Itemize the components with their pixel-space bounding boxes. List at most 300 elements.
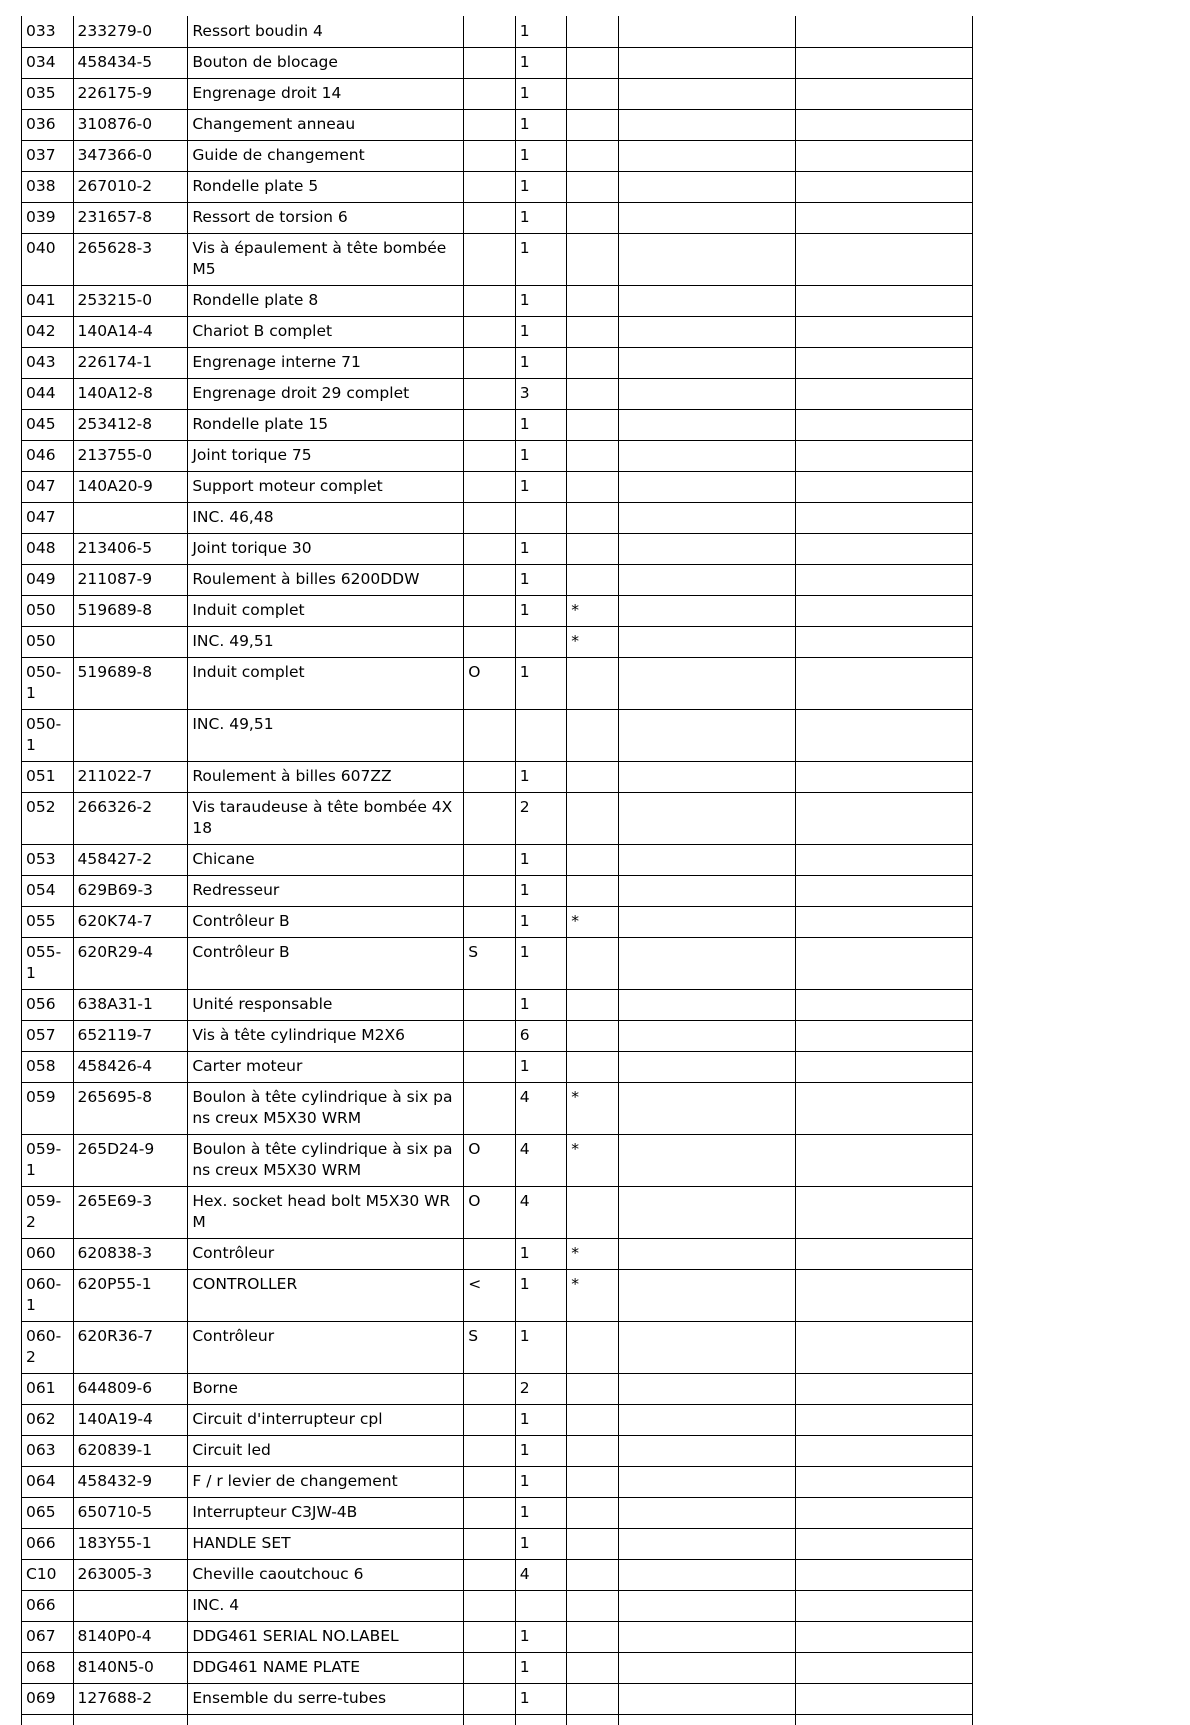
empty-cell — [795, 1052, 972, 1083]
description-cell: Induit complet — [188, 658, 464, 710]
description-cell: Interrupteur C3JW-4B — [188, 1498, 464, 1529]
part-number-cell: 140A14-4 — [73, 317, 188, 348]
empty-cell — [795, 410, 972, 441]
part-number-cell — [73, 1591, 188, 1622]
flag-cell — [567, 658, 619, 710]
table-row — [22, 596, 973, 627]
empty-cell — [795, 1405, 972, 1436]
empty-cell — [795, 1715, 972, 1725]
quantity-cell: 1 — [515, 1405, 567, 1436]
flag-cell — [567, 1405, 619, 1436]
note-cell — [464, 627, 516, 658]
part-number-cell: 652119-7 — [73, 1021, 188, 1052]
empty-cell — [515, 1715, 567, 1725]
flag-cell — [567, 1529, 619, 1560]
flag-cell: * — [567, 1239, 619, 1270]
item-number-cell: 066 — [22, 1591, 74, 1622]
empty-cell — [618, 1135, 795, 1187]
item-number-cell: 069 — [22, 1684, 74, 1715]
empty-cell — [618, 658, 795, 710]
description-cell: Changement anneau — [188, 110, 464, 141]
item-number-cell: 046 — [22, 441, 74, 472]
table-row — [22, 1322, 973, 1374]
quantity-cell: 1 — [515, 1622, 567, 1653]
empty-cell — [795, 234, 972, 286]
flag-cell — [567, 472, 619, 503]
empty-cell — [618, 710, 795, 762]
description-cell: Rondelle plate 8 — [188, 286, 464, 317]
quantity-cell: 1 — [515, 348, 567, 379]
empty-cell — [795, 1560, 972, 1591]
flag-cell — [567, 317, 619, 348]
note-cell — [464, 48, 516, 79]
note-cell: S — [464, 1322, 516, 1374]
table-row — [22, 441, 973, 472]
item-number-cell: 033 — [22, 16, 74, 48]
description-cell: Contrôleur B — [188, 907, 464, 938]
description-cell: Ressort de torsion 6 — [188, 203, 464, 234]
quantity-cell: 1 — [515, 990, 567, 1021]
item-number-cell: 060-2 — [22, 1322, 74, 1374]
part-number-cell: 183Y55-1 — [73, 1529, 188, 1560]
part-number-cell: 226174-1 — [73, 348, 188, 379]
quantity-cell: 1 — [515, 658, 567, 710]
empty-cell — [618, 1591, 795, 1622]
table-row — [22, 1467, 973, 1498]
description-cell: Borne — [188, 1374, 464, 1405]
note-cell — [464, 348, 516, 379]
flag-cell — [567, 1498, 619, 1529]
empty-cell — [618, 534, 795, 565]
empty-cell — [795, 1187, 972, 1239]
part-number-cell: 266326-2 — [73, 793, 188, 845]
empty-cell — [795, 141, 972, 172]
empty-cell — [567, 1715, 619, 1725]
flag-cell — [567, 1622, 619, 1653]
empty-cell — [618, 79, 795, 110]
part-number-cell: 620K74-7 — [73, 907, 188, 938]
table-row — [22, 1405, 973, 1436]
flag-cell — [567, 172, 619, 203]
table-row — [22, 234, 973, 286]
empty-cell — [795, 79, 972, 110]
part-number-cell: 265628-3 — [73, 234, 188, 286]
description-cell: INC. 46,48 — [188, 503, 464, 534]
table-row — [22, 286, 973, 317]
table-row — [22, 1622, 973, 1653]
table-row — [22, 907, 973, 938]
empty-cell — [618, 1083, 795, 1135]
table-row — [22, 1187, 973, 1239]
part-number-cell: 638A31-1 — [73, 990, 188, 1021]
empty-cell — [618, 1560, 795, 1591]
item-number-cell: 036 — [22, 110, 74, 141]
empty-cell — [795, 596, 972, 627]
empty-cell — [795, 710, 972, 762]
quantity-cell: 1 — [515, 565, 567, 596]
table-row — [22, 110, 973, 141]
part-number-cell: 8140P0-4 — [73, 1622, 188, 1653]
empty-cell — [795, 762, 972, 793]
empty-cell — [618, 793, 795, 845]
description-cell: Rondelle plate 15 — [188, 410, 464, 441]
item-number-cell: 049 — [22, 565, 74, 596]
part-number-cell: 226175-9 — [73, 79, 188, 110]
empty-cell — [618, 627, 795, 658]
item-number-cell: 068 — [22, 1653, 74, 1684]
note-cell — [464, 317, 516, 348]
note-cell — [464, 990, 516, 1021]
description-cell: Joint torique 30 — [188, 534, 464, 565]
part-number-cell: 231657-8 — [73, 203, 188, 234]
flag-cell — [567, 503, 619, 534]
part-number-cell: 650710-5 — [73, 1498, 188, 1529]
quantity-cell: 1 — [515, 1498, 567, 1529]
flag-cell — [567, 441, 619, 472]
parts-table-body — [22, 16, 973, 1725]
description-cell: Vis à tête cylindrique M2X6 — [188, 1021, 464, 1052]
note-cell — [464, 710, 516, 762]
item-number-cell: 067 — [22, 1622, 74, 1653]
note-cell — [464, 1239, 516, 1270]
part-number-cell: 233279-0 — [73, 16, 188, 48]
description-cell: Roulement à billes 607ZZ — [188, 762, 464, 793]
empty-cell — [618, 762, 795, 793]
empty-cell — [795, 1529, 972, 1560]
table-row — [22, 534, 973, 565]
empty-cell — [618, 317, 795, 348]
flag-cell — [567, 1021, 619, 1052]
description-cell: HANDLE SET — [188, 1529, 464, 1560]
description-cell: Support moteur complet — [188, 472, 464, 503]
part-number-cell: 458426-4 — [73, 1052, 188, 1083]
quantity-cell: 2 — [515, 1374, 567, 1405]
table-row — [22, 762, 973, 793]
flag-cell — [567, 16, 619, 48]
item-number-cell: 047 — [22, 472, 74, 503]
note-cell — [464, 1591, 516, 1622]
item-number-cell: 037 — [22, 141, 74, 172]
table-row — [22, 317, 973, 348]
part-number-cell: 140A12-8 — [73, 379, 188, 410]
description-cell: Induit complet — [188, 596, 464, 627]
table-row — [22, 1083, 973, 1135]
empty-cell — [618, 1467, 795, 1498]
description-cell: Vis taraudeuse à tête bombée 4X 18 — [188, 793, 464, 845]
table-row — [22, 845, 973, 876]
flag-cell — [567, 1436, 619, 1467]
part-number-cell: 265E69-3 — [73, 1187, 188, 1239]
flag-cell — [567, 1684, 619, 1715]
part-number-cell: 458432-9 — [73, 1467, 188, 1498]
note-cell — [464, 1529, 516, 1560]
note-cell — [464, 379, 516, 410]
empty-cell — [795, 990, 972, 1021]
item-number-cell: 058 — [22, 1052, 74, 1083]
part-number-cell — [73, 710, 188, 762]
note-cell — [464, 1021, 516, 1052]
note-cell — [464, 907, 516, 938]
flag-cell — [567, 234, 619, 286]
empty-cell — [618, 1052, 795, 1083]
empty-cell — [618, 907, 795, 938]
description-cell: INC. 49,51 — [188, 710, 464, 762]
item-number-cell: 057 — [22, 1021, 74, 1052]
description-cell: Engrenage droit 29 complet — [188, 379, 464, 410]
note-cell — [464, 1498, 516, 1529]
quantity-cell: 1 — [515, 1270, 567, 1322]
note-cell — [464, 1083, 516, 1135]
empty-cell — [618, 410, 795, 441]
item-number-cell: 053 — [22, 845, 74, 876]
part-number-cell: 458427-2 — [73, 845, 188, 876]
quantity-cell: 1 — [515, 317, 567, 348]
flag-cell — [567, 410, 619, 441]
item-number-cell: 038 — [22, 172, 74, 203]
note-cell — [464, 845, 516, 876]
item-number-cell: 050 — [22, 627, 74, 658]
item-number-cell: 047 — [22, 503, 74, 534]
description-cell: Engrenage droit 14 — [188, 79, 464, 110]
note-cell — [464, 1436, 516, 1467]
part-number-cell: 8140N5-0 — [73, 1653, 188, 1684]
part-number-cell: 213755-0 — [73, 441, 188, 472]
note-cell — [464, 1405, 516, 1436]
part-number-cell: 267010-2 — [73, 172, 188, 203]
quantity-cell: 1 — [515, 172, 567, 203]
description-cell: Contrôleur B — [188, 938, 464, 990]
empty-cell — [618, 876, 795, 907]
quantity-cell: 1 — [515, 596, 567, 627]
empty-cell — [22, 1715, 74, 1725]
part-number-cell: 211087-9 — [73, 565, 188, 596]
quantity-cell — [515, 1591, 567, 1622]
part-number-cell: 253412-8 — [73, 410, 188, 441]
empty-cell — [795, 348, 972, 379]
note-cell — [464, 441, 516, 472]
quantity-cell — [515, 710, 567, 762]
note-cell — [464, 876, 516, 907]
empty-cell — [795, 534, 972, 565]
empty-cell — [795, 203, 972, 234]
flag-cell — [567, 876, 619, 907]
empty-cell — [618, 1498, 795, 1529]
empty-cell — [618, 1684, 795, 1715]
flag-cell — [567, 348, 619, 379]
empty-cell — [795, 1239, 972, 1270]
empty-cell — [618, 110, 795, 141]
note-cell — [464, 1467, 516, 1498]
item-number-cell: 064 — [22, 1467, 74, 1498]
table-row — [22, 1591, 973, 1622]
empty-cell — [618, 845, 795, 876]
note-cell — [464, 1374, 516, 1405]
flag-cell — [567, 379, 619, 410]
quantity-cell: 1 — [515, 286, 567, 317]
table-row — [22, 348, 973, 379]
empty-cell — [795, 48, 972, 79]
empty-cell — [795, 379, 972, 410]
table-row — [22, 710, 973, 762]
empty-cell — [795, 565, 972, 596]
empty-cell — [618, 1715, 795, 1725]
quantity-cell: 1 — [515, 141, 567, 172]
note-cell — [464, 596, 516, 627]
description-cell: Contrôleur — [188, 1239, 464, 1270]
empty-cell — [618, 503, 795, 534]
table-row — [22, 472, 973, 503]
table-row — [22, 876, 973, 907]
empty-cell — [618, 348, 795, 379]
flag-cell — [567, 762, 619, 793]
empty-cell — [618, 172, 795, 203]
flag-cell — [567, 1591, 619, 1622]
item-number-cell: 052 — [22, 793, 74, 845]
item-number-cell: 045 — [22, 410, 74, 441]
empty-cell — [795, 1021, 972, 1052]
item-number-cell: 059 — [22, 1083, 74, 1135]
description-cell: Cheville caoutchouc 6 — [188, 1560, 464, 1591]
description-cell: Guide de changement — [188, 141, 464, 172]
empty-cell — [795, 1467, 972, 1498]
empty-cell — [795, 1135, 972, 1187]
empty-cell — [795, 1083, 972, 1135]
part-number-cell: 263005-3 — [73, 1560, 188, 1591]
description-cell: DDG461 SERIAL NO.LABEL — [188, 1622, 464, 1653]
description-cell: Chicane — [188, 845, 464, 876]
table-row — [22, 565, 973, 596]
empty-cell — [795, 1322, 972, 1374]
note-cell — [464, 1653, 516, 1684]
note-cell — [464, 793, 516, 845]
item-number-cell: 060-1 — [22, 1270, 74, 1322]
description-cell: Circuit d'interrupteur cpl — [188, 1405, 464, 1436]
item-number-cell: 059-2 — [22, 1187, 74, 1239]
item-number-cell: 039 — [22, 203, 74, 234]
description-cell: Roulement à billes 6200DDW — [188, 565, 464, 596]
flag-cell: * — [567, 596, 619, 627]
flag-cell — [567, 1560, 619, 1591]
empty-cell — [618, 1322, 795, 1374]
table-row — [22, 503, 973, 534]
description-cell: Bouton de blocage — [188, 48, 464, 79]
quantity-cell: 1 — [515, 472, 567, 503]
part-number-cell: 213406-5 — [73, 534, 188, 565]
quantity-cell: 4 — [515, 1083, 567, 1135]
quantity-cell: 1 — [515, 1653, 567, 1684]
note-cell: S — [464, 938, 516, 990]
flag-cell — [567, 79, 619, 110]
note-cell — [464, 234, 516, 286]
empty-cell — [795, 172, 972, 203]
part-number-cell: 620P55-1 — [73, 1270, 188, 1322]
empty-cell — [464, 1715, 516, 1725]
empty-cell — [618, 472, 795, 503]
empty-cell — [618, 441, 795, 472]
table-row — [22, 172, 973, 203]
empty-cell — [618, 1653, 795, 1684]
part-number-cell: 620R36-7 — [73, 1322, 188, 1374]
empty-cell — [618, 1436, 795, 1467]
description-cell: Carter moteur — [188, 1052, 464, 1083]
part-number-cell: 211022-7 — [73, 762, 188, 793]
empty-cell — [618, 1529, 795, 1560]
item-number-cell: 054 — [22, 876, 74, 907]
empty-cell — [618, 16, 795, 48]
part-number-cell: 629B69-3 — [73, 876, 188, 907]
part-number-cell: 127688-2 — [73, 1684, 188, 1715]
quantity-cell — [515, 627, 567, 658]
quantity-cell: 1 — [515, 762, 567, 793]
empty-cell — [795, 876, 972, 907]
quantity-cell — [515, 503, 567, 534]
empty-cell — [795, 441, 972, 472]
table-row — [22, 1239, 973, 1270]
description-cell: Engrenage interne 71 — [188, 348, 464, 379]
item-number-cell: 065 — [22, 1498, 74, 1529]
description-cell: Joint torique 75 — [188, 441, 464, 472]
quantity-cell: 1 — [515, 48, 567, 79]
note-cell — [464, 1684, 516, 1715]
item-number-cell: 062 — [22, 1405, 74, 1436]
quantity-cell: 1 — [515, 1052, 567, 1083]
note-cell — [464, 203, 516, 234]
table-row — [22, 1374, 973, 1405]
note-cell — [464, 1622, 516, 1653]
note-cell — [464, 503, 516, 534]
empty-cell — [795, 793, 972, 845]
item-number-cell: 050-1 — [22, 658, 74, 710]
empty-cell — [795, 317, 972, 348]
table-row — [22, 1653, 973, 1684]
flag-cell — [567, 141, 619, 172]
description-cell: Vis à épaulement à tête bombée M5 — [188, 234, 464, 286]
item-number-cell: 059-1 — [22, 1135, 74, 1187]
flag-cell: * — [567, 627, 619, 658]
quantity-cell: 1 — [515, 1239, 567, 1270]
part-number-cell: 347366-0 — [73, 141, 188, 172]
empty-cell — [795, 1270, 972, 1322]
item-number-cell: 051 — [22, 762, 74, 793]
quantity-cell: 1 — [515, 534, 567, 565]
table-row — [22, 141, 973, 172]
quantity-cell: 1 — [515, 234, 567, 286]
empty-cell — [795, 1591, 972, 1622]
quantity-cell: 4 — [515, 1187, 567, 1239]
flag-cell: * — [567, 1135, 619, 1187]
empty-cell — [795, 1498, 972, 1529]
empty-cell — [795, 1436, 972, 1467]
empty-cell — [795, 1684, 972, 1715]
table-row — [22, 1684, 973, 1715]
item-number-cell: 050-1 — [22, 710, 74, 762]
description-cell: Hex. socket head bolt M5X30 WRM — [188, 1187, 464, 1239]
empty-cell — [618, 379, 795, 410]
item-number-cell: 055 — [22, 907, 74, 938]
table-row — [22, 1498, 973, 1529]
description-cell: F / r levier de changement — [188, 1467, 464, 1498]
description-cell: DDG461 NAME PLATE — [188, 1653, 464, 1684]
table-row — [22, 1436, 973, 1467]
part-number-cell: 265D24-9 — [73, 1135, 188, 1187]
quantity-cell: 1 — [515, 16, 567, 48]
item-number-cell: 041 — [22, 286, 74, 317]
flag-cell — [567, 845, 619, 876]
flag-cell — [567, 990, 619, 1021]
table-row — [22, 203, 973, 234]
description-cell: INC. 49,51 — [188, 627, 464, 658]
item-number-cell: 060 — [22, 1239, 74, 1270]
